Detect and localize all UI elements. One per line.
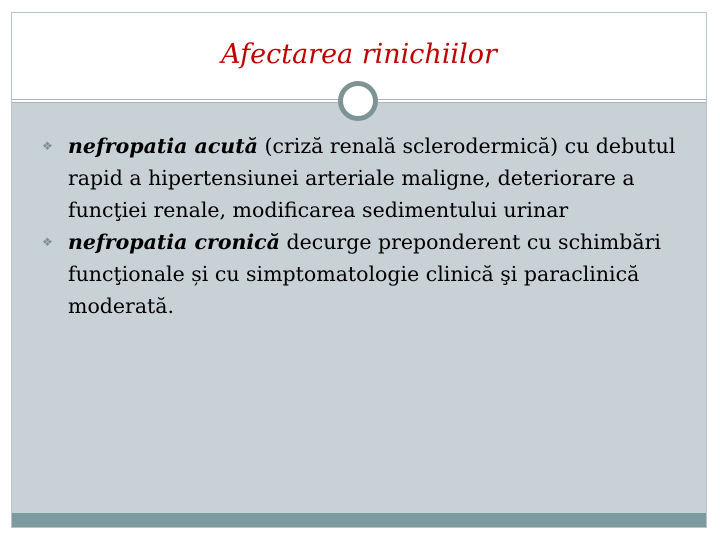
bullet-term: nefropatia acută	[68, 134, 258, 158]
slide-title: Afectarea rinichiilor	[221, 39, 497, 70]
leaf-bullet-icon: ❖	[42, 235, 53, 249]
bullet-text: (criză renală sclerodermică) cu debutul rapid a hipertensiunei arteriale maligne, deteriorare a funcţiei renale, modificarea sedimentului urinar	[68, 134, 676, 222]
slide-frame	[11, 12, 707, 528]
bullet-text: decurge preponderent cu schimbări funcţionale și cu simptomatologie clinică şi paraclinică moderată.	[68, 230, 661, 318]
bullet-item-acute	[42, 130, 692, 226]
bullet-item-chronic	[42, 226, 692, 322]
ring-ornament-icon	[338, 81, 378, 121]
footer-bar	[12, 513, 706, 527]
bullet-list	[42, 130, 692, 322]
bullet-term: nefropatia cronică	[68, 230, 280, 254]
leaf-bullet-icon: ❖	[42, 139, 53, 153]
